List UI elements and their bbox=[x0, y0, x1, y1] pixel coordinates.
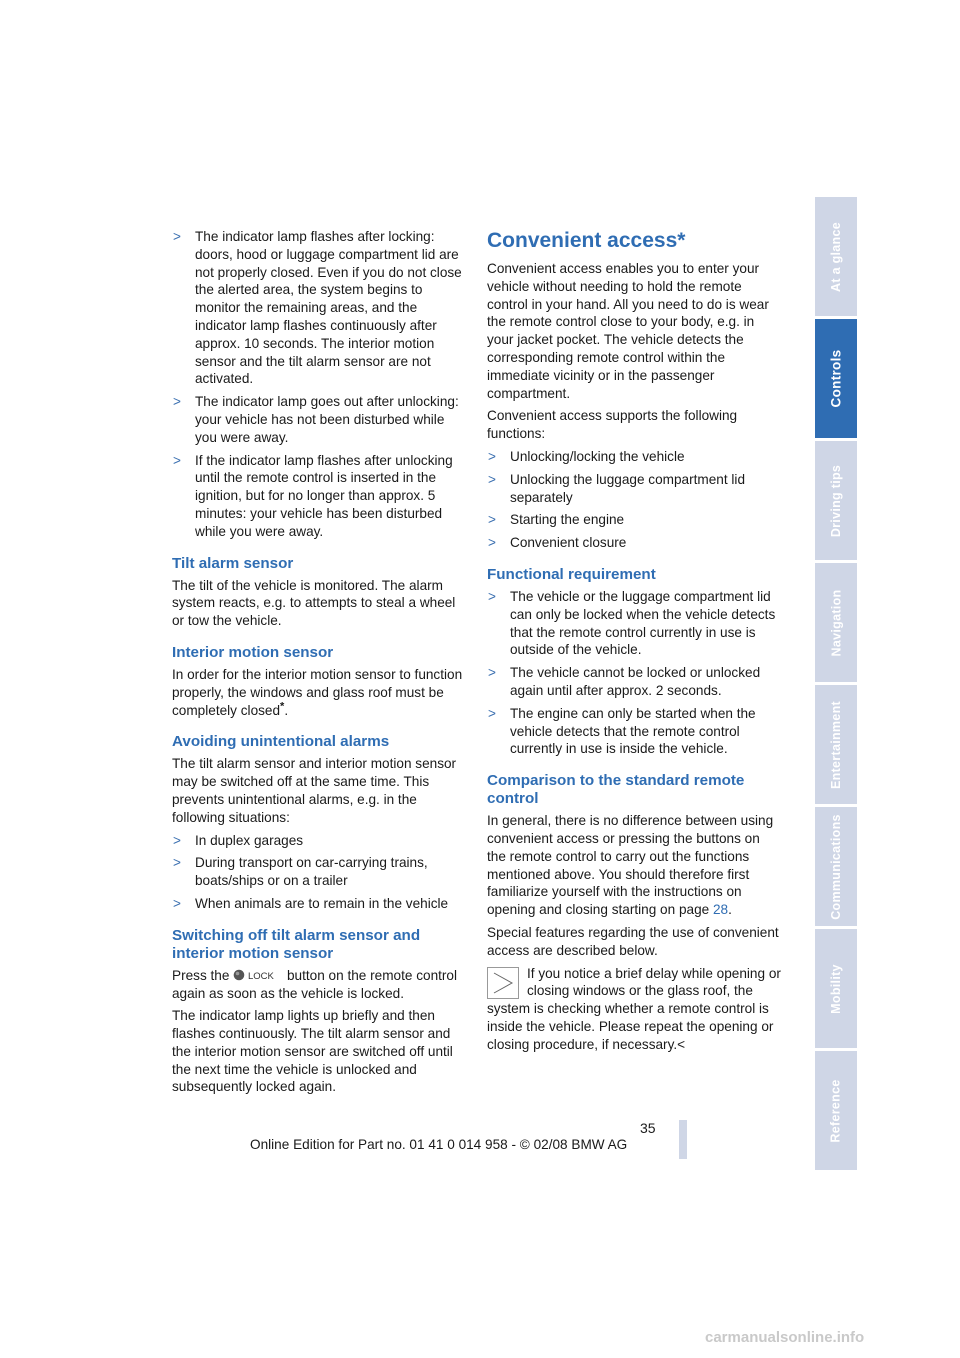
bullet-mark: > bbox=[173, 394, 181, 410]
interior-motion-heading: Interior motion sensor bbox=[172, 643, 334, 661]
tab-navigation[interactable]: Navigation bbox=[815, 563, 857, 682]
requirement-bullet: > The vehicle cannot be locked or unlocked again until after approx. 2 seconds. bbox=[488, 665, 761, 698]
page-number: 35 bbox=[640, 1120, 656, 1136]
bullet-mark: > bbox=[488, 705, 496, 721]
special-features-text: Special features regarding the use of convenient access are described below. bbox=[487, 924, 779, 958]
press-lock-text: Press the LOCK button on the remote control again as soon as the vehicle is locked. bbox=[172, 967, 458, 1001]
convenient-access-title: Convenient access* bbox=[487, 229, 686, 252]
bullet-mark: > bbox=[488, 665, 496, 681]
function-bullet: > Convenient closure bbox=[488, 535, 627, 551]
function-bullet: > Starting the engine bbox=[488, 512, 625, 528]
footer-bar bbox=[679, 1120, 687, 1159]
tab-reference[interactable]: Reference bbox=[815, 1051, 857, 1170]
function-bullet: > Unlocking the luggage compartment lid separately bbox=[488, 471, 746, 505]
avoid-bullet: > During transport on car-carrying trains, boats/ships or on a trailer bbox=[173, 855, 428, 889]
note-block bbox=[487, 965, 781, 1054]
bullet-mark: > bbox=[173, 832, 181, 848]
function-bullet: > Unlocking/locking the vehicle bbox=[488, 448, 685, 464]
tab-communications[interactable]: Communications bbox=[815, 807, 857, 926]
tab-driving-tips[interactable]: Driving tips bbox=[815, 441, 857, 560]
note-icon bbox=[487, 967, 519, 999]
watermark: carmanualsonline.info bbox=[705, 1329, 865, 1346]
avoid-bullet: > In duplex garages bbox=[173, 832, 304, 848]
comparison-text: In general, there is no difference between using convenient access or pressing the buttons on the remote control to carry out the functions mentioned above. You should therefore first familiarize yourself with the instructions on opening and closing starting on page 28. bbox=[487, 813, 774, 918]
intro-bullet: > The indicator lamp flashes after locking: doors, hood or luggage compartment lid are not properly closed. Even if you do not close the alerted area, the system begins to monitor the remaining areas, and the indicator lamp flashes continuously after approx. 10 seconds. The interior motion sensor and the tilt alarm sensor are not activated. bbox=[173, 229, 462, 387]
avoid-alarms-heading: Avoiding unintentional alarms bbox=[172, 733, 390, 751]
supports-text: Convenient access supports the following functions: bbox=[487, 408, 738, 442]
bullet-mark: > bbox=[488, 535, 496, 551]
avoid-alarms-text: The tilt alarm sensor and interior motion sensor may be switched off at the same time. This prevents unintentional alarms, e.g. in the following situations: bbox=[172, 756, 457, 825]
bullet-mark: > bbox=[488, 588, 496, 604]
indicator-lamp-text: The indicator lamp lights up briefly and then flashes continuously. The tilt alarm sensor and the interior motion sensor are switched off until the next time the vehicle is unlocked and subsequently locked again. bbox=[172, 1008, 453, 1095]
lock-button-icon bbox=[233, 968, 283, 980]
lock-label: LOCK bbox=[248, 970, 275, 981]
note-end-mark: < bbox=[677, 1036, 686, 1052]
section-tabs bbox=[815, 197, 857, 1173]
requirement-bullet: > The engine can only be started when the vehicle detects that the remote control currently in use is inside the vehicle. bbox=[488, 705, 756, 757]
tab-entertainment[interactable]: Entertainment bbox=[815, 685, 857, 804]
bullet-mark: > bbox=[173, 895, 181, 911]
bullet-mark: > bbox=[173, 229, 181, 244]
page-28-link[interactable]: 28 bbox=[712, 902, 729, 918]
tilt-alarm-heading: Tilt alarm sensor bbox=[172, 554, 294, 572]
functional-requirement-heading: Functional requirement bbox=[487, 565, 656, 583]
tab-at-a-glance[interactable]: At a glance bbox=[815, 197, 857, 316]
tab-mobility[interactable]: Mobility bbox=[815, 929, 857, 1048]
bullet-mark: > bbox=[488, 448, 496, 464]
avoid-bullet: > When animals are to remain in the vehicle bbox=[173, 895, 449, 911]
comparison-heading: Comparison to the standard remote control bbox=[487, 772, 745, 808]
bullet-mark: > bbox=[173, 452, 181, 468]
intro-bullet: > The indicator lamp goes out after unlocking: your vehicle has not been disturbed while you were away. bbox=[173, 394, 459, 445]
tilt-alarm-text: The tilt of the vehicle is monitored. The alarm system reacts, e.g. to attempts to steal a wheel or tow the vehicle. bbox=[172, 577, 456, 629]
switch-off-heading: Switching off tilt alarm sensor and interior motion sensor bbox=[172, 926, 421, 962]
interior-motion-text: In order for the interior motion sensor to function properly, the windows and glass roof must be completely closed*. bbox=[172, 666, 463, 718]
avoid-alarms-bullet-list bbox=[172, 832, 464, 913]
requirement-bullet-list bbox=[487, 588, 781, 758]
note-text: If you notice a brief delay while opening or closing windows or the glass roof, the system is checking whether a remote control is inside the vehicle. Please repeat the opening or closing procedure, if necessary. bbox=[487, 965, 781, 1052]
left-column bbox=[172, 228, 464, 1101]
bullet-mark: > bbox=[173, 855, 181, 871]
bullet-mark: > bbox=[488, 512, 496, 528]
right-column bbox=[487, 228, 781, 1053]
bullet-mark: > bbox=[488, 471, 496, 487]
functions-bullet-list bbox=[487, 448, 781, 552]
requirement-bullet: > The vehicle or the luggage compartment lid can only be locked when the vehicle detects that the remote control currently in use is outside of the vehicle. bbox=[488, 588, 776, 658]
intro-bullet-list bbox=[172, 228, 464, 541]
footer-edition-text: Online Edition for Part no. 01 41 0 014 958 - © 02/08 BMW AG bbox=[250, 1137, 628, 1152]
intro-bullet: > If the indicator lamp flashes after unlocking until the remote control is inserted in the ignition, but for no longer than approx. 5 minutes: your vehicle has been disturbed while you were away. bbox=[173, 452, 453, 539]
convenient-access-intro: Convenient access enables you to enter your vehicle without needing to hold the remote control in your hand. All you need to do is wear the remote control close to your body, e.g. in your jacket pocket. The vehicle detects the corresponding remote control within the immediate vicinity or in the passenger compartment. bbox=[487, 261, 769, 401]
tab-controls[interactable]: Controls bbox=[815, 319, 857, 438]
optional-equipment-star: * bbox=[280, 700, 285, 712]
